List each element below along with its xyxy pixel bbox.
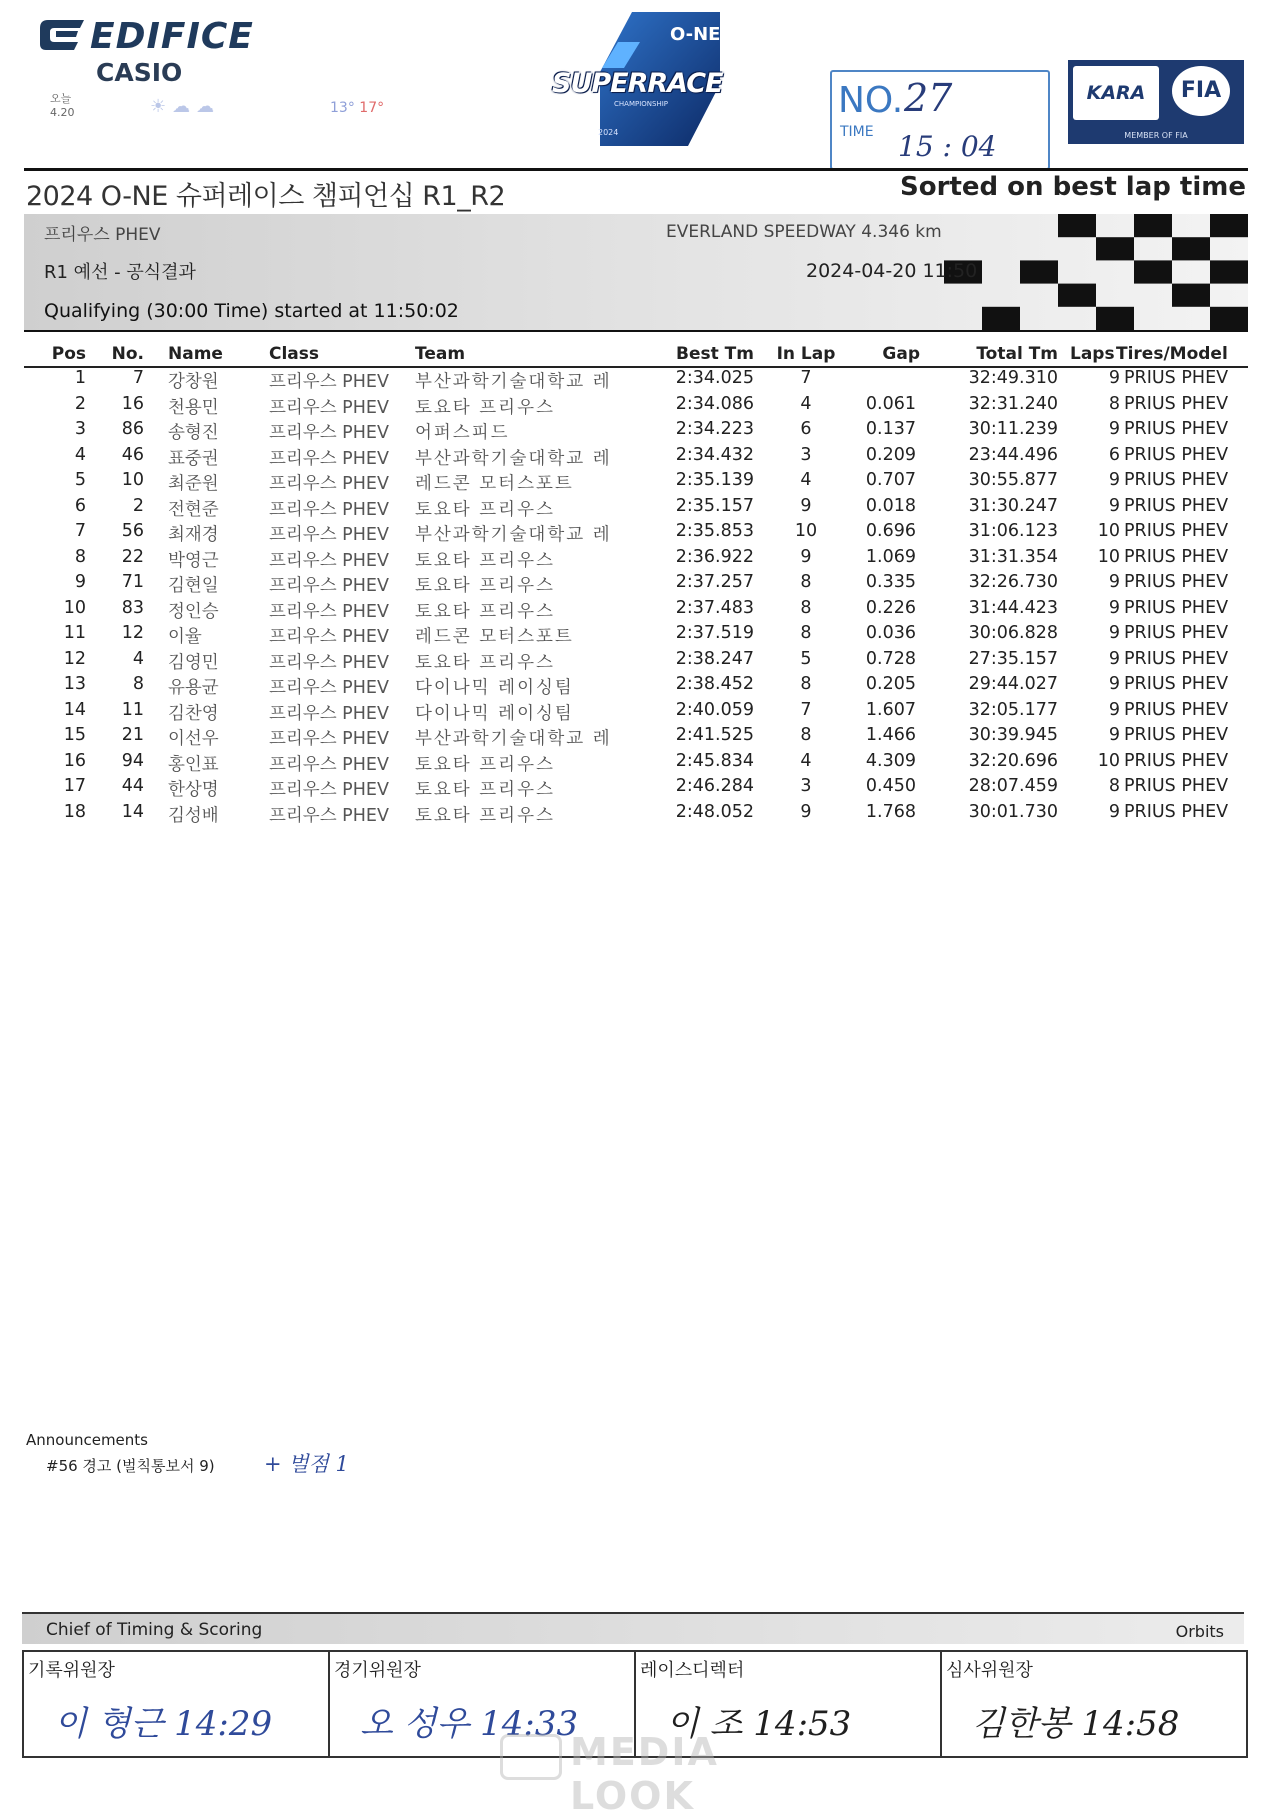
weather-temps (330, 100, 384, 116)
row-gap: 4.309 (865, 750, 916, 771)
session-datetime: 2024-04-20 11:50 (806, 260, 978, 282)
row-name: 천용민 (168, 397, 219, 418)
row-pos: 15 (63, 725, 86, 745)
title-rule (24, 168, 1248, 171)
row-team: 토요타 프리우스 (415, 601, 555, 622)
row-laps: 9 (1108, 470, 1120, 490)
row-pos: 5 (74, 470, 86, 490)
row-laps: 9 (1108, 801, 1120, 822)
row-name: 김현일 (168, 576, 219, 596)
row-team: 토요타 프리우스 (415, 397, 555, 418)
row-best-time: 2:40.059 (675, 699, 754, 720)
row-in-lap: 4 (800, 470, 812, 490)
row-pos: 4 (74, 444, 86, 465)
row-total-time: 30:06.828 (968, 623, 1058, 643)
results-header (24, 344, 1248, 368)
row-class: 프리우스 PHEV (269, 576, 389, 596)
row-pos: 11 (63, 623, 86, 643)
row-no: 44 (121, 776, 144, 796)
row-tire: PRIUS PHEV (1124, 546, 1229, 567)
signature-label: 레이스디렉터 (640, 1660, 745, 1681)
row-team: 다이나믹 레이싱팀 (415, 678, 574, 698)
row-in-lap: 3 (800, 444, 812, 465)
row-laps: 9 (1108, 572, 1120, 592)
row-total-time: 30:55.877 (968, 470, 1058, 490)
row-best-time: 2:38.452 (675, 674, 754, 694)
row-tire: PRIUS PHEV (1124, 521, 1229, 541)
signature: 김한봉 14:58 (972, 1704, 1180, 1744)
row-no: 7 (132, 368, 144, 388)
row-best-time: 2:38.247 (675, 648, 754, 669)
row-best-time: 2:34.432 (675, 444, 754, 465)
row-gap: 1.768 (865, 801, 916, 822)
row-pos: 1 (74, 368, 86, 388)
signature-label: 경기위원장 (334, 1660, 421, 1681)
row-name: 김찬영 (168, 703, 219, 724)
row-best-time: 2:34.025 (675, 368, 754, 388)
row-pos: 6 (74, 495, 86, 516)
row-pos: 8 (74, 546, 86, 567)
temp-low: 13° (330, 100, 355, 116)
row-laps: 8 (1108, 393, 1120, 414)
row-gap: 0.707 (865, 470, 916, 490)
row-name: 김성배 (168, 805, 219, 826)
row-team: 토요타 프리우스 (415, 754, 555, 775)
row-no: 71 (121, 572, 144, 592)
session-subtitle: R1 예선 - 공식결과 (44, 262, 196, 283)
row-no: 46 (121, 444, 144, 465)
row-in-lap: 8 (800, 725, 812, 745)
table-row (24, 802, 1248, 828)
casio-wordmark: CASIO (96, 58, 183, 87)
row-team: 부산과학기술대학교 레 (415, 372, 612, 392)
row-class: 프리우스 PHEV (269, 550, 389, 571)
row-name: 이율 (168, 627, 202, 647)
row-class: 프리우스 PHEV (269, 703, 389, 724)
row-in-lap: 8 (800, 572, 812, 592)
row-tire: PRIUS PHEV (1124, 393, 1229, 414)
row-best-time: 2:37.519 (675, 623, 754, 643)
row-laps: 9 (1108, 648, 1120, 669)
edifice-wordmark: EDIFICE (90, 16, 254, 57)
row-pos: 2 (74, 393, 86, 414)
session-class: 프리우스 PHEV (44, 225, 161, 245)
row-total-time: 23:44.496 (968, 444, 1058, 465)
row-tire: PRIUS PHEV (1124, 725, 1229, 745)
row-gap: 0.209 (865, 444, 916, 465)
info-rule (24, 330, 1248, 332)
row-in-lap: 7 (800, 368, 812, 388)
row-name: 표중권 (168, 448, 219, 469)
row-total-time: 29:44.027 (968, 674, 1058, 694)
row-in-lap: 7 (800, 699, 812, 720)
table-row (24, 445, 1248, 471)
row-tire: PRIUS PHEV (1124, 699, 1229, 720)
col-in-lap: In Lap (776, 344, 836, 364)
row-total-time: 32:31.240 (968, 393, 1058, 414)
row-team: 토요타 프리우스 (415, 576, 555, 596)
row-no: 83 (121, 597, 144, 618)
row-best-time: 2:45.834 (675, 750, 754, 771)
row-tire: PRIUS PHEV (1124, 623, 1229, 643)
table-row (24, 674, 1248, 700)
row-class: 프리우스 PHEV (269, 397, 389, 418)
row-team: 레드콘 모터스포트 (415, 474, 574, 494)
row-pos: 10 (63, 597, 86, 618)
row-laps: 9 (1108, 725, 1120, 745)
row-best-time: 2:35.853 (675, 521, 754, 541)
row-name: 김영민 (168, 652, 219, 673)
table-row (24, 496, 1248, 522)
col-no: No. (111, 344, 144, 364)
kara-logo: KARA (1073, 66, 1159, 120)
row-laps: 6 (1108, 444, 1120, 465)
row-in-lap: 5 (800, 648, 812, 669)
col-gap: Gap (882, 344, 920, 364)
row-tire: PRIUS PHEV (1124, 597, 1229, 618)
row-tire: PRIUS PHEV (1124, 750, 1229, 771)
table-row (24, 394, 1248, 420)
row-gap: 1.466 (865, 725, 916, 745)
stamp-no-label: NO. (838, 80, 904, 121)
table-row (24, 470, 1248, 496)
row-laps: 9 (1108, 597, 1120, 618)
row-gap: 0.205 (865, 674, 916, 694)
row-gap: 0.226 (865, 597, 916, 618)
row-tire: PRIUS PHEV (1124, 648, 1229, 669)
row-in-lap: 4 (800, 393, 812, 414)
row-class: 프리우스 PHEV (269, 474, 389, 494)
row-laps: 9 (1108, 368, 1120, 388)
row-laps: 8 (1108, 776, 1120, 796)
row-in-lap: 8 (800, 674, 812, 694)
row-no: 4 (132, 648, 144, 669)
row-best-time: 2:36.922 (675, 546, 754, 567)
row-no: 10 (121, 470, 144, 490)
row-no: 14 (121, 801, 144, 822)
col-best-time: Best Tm (676, 344, 754, 364)
row-name: 홍인표 (168, 754, 219, 775)
row-gap: 0.335 (865, 572, 916, 592)
signature-cell (942, 1652, 1244, 1756)
row-laps: 9 (1108, 699, 1120, 720)
col-pos: Pos (51, 344, 86, 364)
cloud-icon: ☁ (172, 96, 197, 117)
col-team: Team (415, 344, 466, 364)
table-row (24, 598, 1248, 624)
row-laps: 9 (1108, 623, 1120, 643)
col-name: Name (168, 344, 223, 364)
row-best-time: 2:37.483 (675, 597, 754, 618)
row-in-lap: 9 (800, 801, 812, 822)
row-tire: PRIUS PHEV (1124, 801, 1229, 822)
temp-high: 17° (359, 100, 385, 116)
row-class: 프리우스 PHEV (269, 652, 389, 673)
superrace-logo (548, 12, 738, 146)
session-qualifying: Qualifying (30:00 Time) started at 11:50:02 (44, 300, 459, 322)
row-team: 부산과학기술대학교 레 (415, 525, 612, 545)
row-best-time: 2:34.086 (675, 393, 754, 414)
row-gap: 0.036 (865, 623, 916, 643)
signature: 오 성우 14:33 (360, 1704, 579, 1744)
row-total-time: 32:05.177 (968, 699, 1058, 720)
row-name: 최재경 (168, 525, 219, 545)
row-name: 유용균 (168, 678, 219, 698)
row-name: 한상명 (168, 780, 219, 800)
table-row (24, 751, 1248, 777)
row-in-lap: 6 (800, 419, 812, 439)
row-no: 86 (121, 419, 144, 439)
row-laps: 10 (1097, 546, 1120, 567)
row-tire: PRIUS PHEV (1124, 495, 1229, 516)
row-total-time: 30:11.239 (968, 419, 1058, 439)
page-title: 2024 O-NE 슈퍼레이스 챔피언십 R1_R2 (26, 181, 506, 212)
superrace-wordmark: SUPERRACE (552, 68, 723, 99)
sun-icon: ☀ (150, 96, 173, 117)
weather-icons (150, 96, 220, 117)
row-tire: PRIUS PHEV (1124, 776, 1229, 796)
announcement-handwritten-note: + 벌점 1 (264, 1452, 349, 1476)
row-gap: 0.137 (865, 419, 916, 439)
session-track: EVERLAND SPEEDWAY 4.346 km (666, 222, 942, 242)
row-pos: 16 (63, 750, 86, 771)
stamp-time-label: TIME (840, 124, 874, 140)
row-in-lap: 9 (800, 546, 812, 567)
watermark-text: MEDIA LOOK (570, 1730, 719, 1818)
table-row (24, 700, 1248, 726)
table-row (24, 725, 1248, 751)
row-no: 56 (121, 521, 144, 541)
col-laps: Laps (1070, 344, 1115, 364)
row-pos: 13 (63, 674, 86, 694)
row-team: 토요타 프리우스 (415, 550, 555, 571)
row-best-time: 2:48.052 (675, 801, 754, 822)
announcements-title: Announcements (26, 1431, 148, 1449)
camera-icon (500, 1734, 562, 1780)
signature: 이 조 14:53 (666, 1704, 852, 1744)
row-gap: 0.728 (865, 648, 916, 669)
row-class: 프리우스 PHEV (269, 423, 389, 443)
weather-today (50, 92, 75, 120)
row-gap: 0.450 (865, 776, 916, 796)
row-total-time: 32:49.310 (968, 368, 1058, 388)
results-table (24, 368, 1248, 827)
row-best-time: 2:34.223 (675, 419, 754, 439)
row-total-time: 30:39.945 (968, 725, 1058, 745)
row-team: 토요타 프리우스 (415, 805, 555, 826)
row-no: 8 (132, 674, 144, 694)
row-team: 어퍼스피드 (415, 423, 510, 443)
row-total-time: 32:20.696 (968, 750, 1058, 771)
row-total-time: 27:35.157 (968, 648, 1058, 669)
row-pos: 3 (74, 419, 86, 439)
row-no: 16 (121, 393, 144, 414)
row-class: 프리우스 PHEV (269, 729, 389, 749)
row-name: 박영근 (168, 550, 219, 571)
row-team: 토요타 프리우스 (415, 780, 555, 800)
row-pos: 7 (74, 521, 86, 541)
row-tire: PRIUS PHEV (1124, 674, 1229, 694)
row-name: 강창원 (168, 372, 219, 392)
row-class: 프리우스 PHEV (269, 627, 389, 647)
row-gap: 0.061 (865, 393, 916, 414)
row-no: 2 (132, 495, 144, 516)
row-class: 프리우스 PHEV (269, 448, 389, 469)
row-pos: 14 (63, 699, 86, 720)
row-pos: 9 (74, 572, 86, 592)
row-team: 레드콘 모터스포트 (415, 627, 574, 647)
row-total-time: 31:31.354 (968, 546, 1058, 567)
row-gap: 1.069 (865, 546, 916, 567)
row-in-lap: 8 (800, 623, 812, 643)
row-in-lap: 8 (800, 597, 812, 618)
cloud-icon: ☁ (196, 96, 221, 117)
row-tire: PRIUS PHEV (1124, 368, 1229, 388)
row-no: 11 (121, 699, 144, 720)
row-tire: PRIUS PHEV (1124, 470, 1229, 490)
row-best-time: 2:41.525 (675, 725, 754, 745)
sort-note: Sorted on best lap time (900, 172, 1246, 202)
row-gap: 1.607 (865, 699, 916, 720)
row-name: 송형진 (168, 423, 219, 443)
row-total-time: 28:07.459 (968, 776, 1058, 796)
row-name: 전현준 (168, 499, 219, 520)
kara-fia-logo (1068, 60, 1244, 144)
row-class: 프리우스 PHEV (269, 372, 389, 392)
announcement-item: #56 경고 (벌칙통보서 9) (46, 1457, 215, 1475)
table-row (24, 572, 1248, 598)
row-class: 프리우스 PHEV (269, 525, 389, 545)
row-class: 프리우스 PHEV (269, 805, 389, 826)
row-best-time: 2:35.157 (675, 495, 754, 516)
row-class: 프리우스 PHEV (269, 601, 389, 622)
row-class: 프리우스 PHEV (269, 499, 389, 520)
table-row (24, 649, 1248, 675)
row-total-time: 30:01.730 (968, 801, 1058, 822)
row-best-time: 2:37.257 (675, 572, 754, 592)
receipt-stamp (830, 70, 1050, 170)
row-pos: 18 (63, 801, 86, 822)
table-row (24, 368, 1248, 394)
row-laps: 10 (1097, 521, 1120, 541)
signature: 이 형근 14:29 (54, 1704, 273, 1744)
superrace-one: O-NE (670, 24, 721, 45)
fia-member-text: MEMBER OF FIA (1124, 131, 1188, 140)
row-in-lap: 3 (800, 776, 812, 796)
stamp-no-value: 27 (904, 76, 953, 120)
row-laps: 9 (1108, 495, 1120, 516)
col-tires-model: Tires/Model (1116, 344, 1228, 364)
row-class: 프리우스 PHEV (269, 780, 389, 800)
row-laps: 9 (1108, 419, 1120, 439)
row-name: 이선우 (168, 729, 219, 749)
row-tire: PRIUS PHEV (1124, 572, 1229, 592)
row-total-time: 31:30.247 (968, 495, 1058, 516)
row-team: 부산과학기술대학교 레 (415, 448, 612, 469)
row-gap: 0.696 (865, 521, 916, 541)
row-total-time: 31:44.423 (968, 597, 1058, 618)
row-in-lap: 9 (800, 495, 812, 516)
timing-band (22, 1612, 1244, 1644)
checkered-flag-icon (944, 214, 1248, 330)
row-gap: 0.018 (865, 495, 916, 516)
stamp-time-value: 15 : 04 (898, 130, 997, 163)
weather-date: 4.20 (50, 106, 75, 119)
row-in-lap: 10 (794, 521, 818, 541)
table-row (24, 776, 1248, 802)
superrace-championship: CHAMPIONSHIP (614, 100, 669, 108)
row-team: 다이나믹 레이싱팀 (415, 703, 574, 724)
row-class: 프리우스 PHEV (269, 754, 389, 775)
row-team: 부산과학기술대학교 레 (415, 729, 612, 749)
row-pos: 17 (63, 776, 86, 796)
session-info (24, 214, 1248, 330)
row-pos: 12 (63, 648, 86, 669)
row-total-time: 32:26.730 (968, 572, 1058, 592)
row-total-time: 31:06.123 (968, 521, 1058, 541)
row-name: 최준원 (168, 474, 219, 494)
row-no: 22 (121, 546, 144, 567)
row-no: 21 (121, 725, 144, 745)
table-row (24, 547, 1248, 573)
signature-cell (24, 1652, 330, 1756)
row-laps: 9 (1108, 674, 1120, 694)
edifice-mark-icon (38, 18, 86, 52)
weather-widget (50, 92, 390, 132)
table-row (24, 521, 1248, 547)
table-row (24, 419, 1248, 445)
row-best-time: 2:46.284 (675, 776, 754, 796)
row-laps: 10 (1097, 750, 1120, 771)
row-no: 94 (121, 750, 144, 771)
table-row (24, 623, 1248, 649)
row-team: 토요타 프리우스 (415, 652, 555, 673)
superrace-year: 2024 (598, 128, 619, 137)
row-name: 정인승 (168, 601, 219, 622)
row-tire: PRIUS PHEV (1124, 419, 1229, 439)
row-in-lap: 4 (800, 750, 812, 771)
signature-label: 심사위원장 (946, 1660, 1033, 1681)
row-tire: PRIUS PHEV (1124, 444, 1229, 465)
weather-today-label: 오늘 (50, 92, 72, 105)
signature-label: 기록위원장 (28, 1660, 115, 1681)
row-best-time: 2:35.139 (675, 470, 754, 490)
row-team: 토요타 프리우스 (415, 499, 555, 520)
chief-timing-label: Chief of Timing & Scoring (46, 1620, 263, 1640)
col-class: Class (269, 344, 320, 364)
orbits-label: Orbits (1175, 1622, 1224, 1641)
col-total-time: Total Tm (976, 344, 1058, 364)
row-class: 프리우스 PHEV (269, 678, 389, 698)
row-no: 12 (121, 623, 144, 643)
fia-logo: FIA (1172, 66, 1230, 116)
